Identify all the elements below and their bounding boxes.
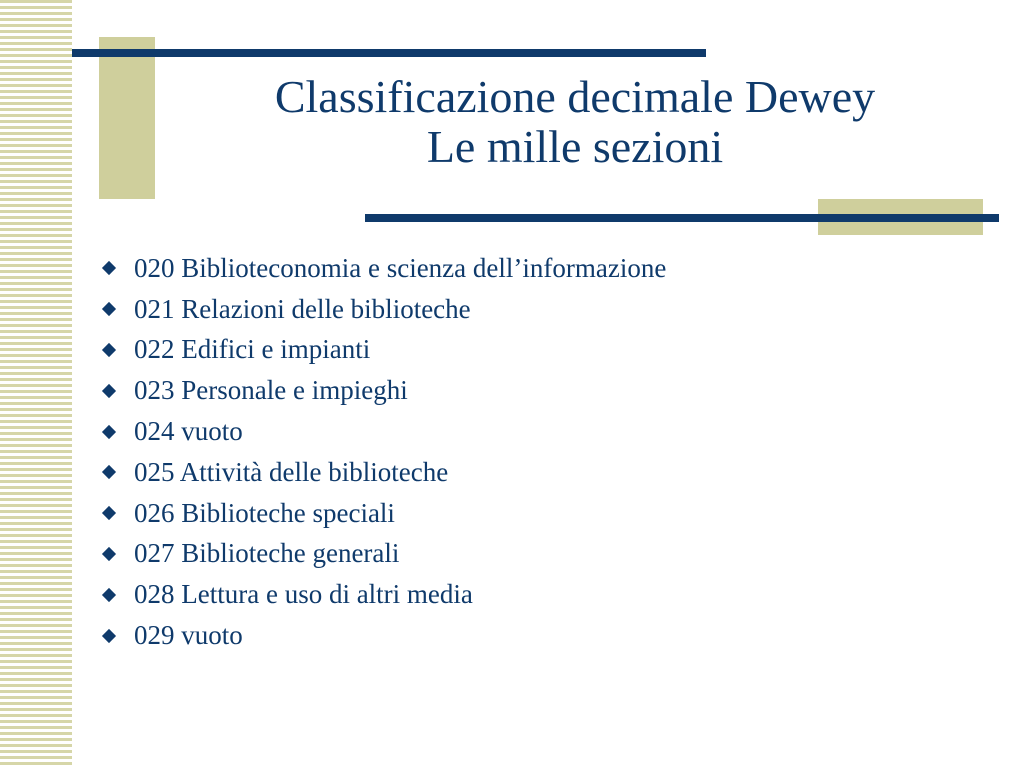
bullet-list: [100, 248, 666, 656]
list-item: [100, 615, 666, 656]
left-stripe-decoration: [0, 0, 72, 768]
list-item: [100, 370, 666, 411]
diamond-bullet-icon: [102, 384, 116, 398]
list-item-text: 022 Edifici e impianti: [134, 334, 371, 365]
diamond-bullet-icon: [102, 302, 116, 316]
top-accent-line: [72, 49, 706, 57]
diamond-bullet-icon: [102, 506, 116, 520]
list-item: [100, 289, 666, 330]
list-item-text: 027 Biblioteche generali: [134, 538, 400, 569]
slide-title-line-2: Le mille sezioni: [426, 121, 724, 172]
list-item: [100, 493, 666, 534]
list-item: [100, 330, 666, 371]
bottom-accent-line: [365, 214, 999, 222]
list-item-text: 028 Lettura e uso di altri media: [134, 579, 473, 610]
list-item-text: 021 Relazioni delle biblioteche: [134, 293, 471, 324]
list-item-text: 024 vuoto: [134, 416, 243, 447]
list-item-text: 029 vuoto: [134, 620, 243, 651]
diamond-bullet-icon: [102, 588, 116, 602]
list-item: [100, 574, 666, 615]
list-item: [100, 411, 666, 452]
diamond-bullet-icon: [102, 343, 116, 357]
list-item-text: 020 Biblioteconomia e scienza dell’informazione: [134, 252, 667, 283]
list-item: [100, 534, 666, 575]
list-item-text: 026 Biblioteche speciali: [134, 497, 395, 528]
list-item: [100, 248, 666, 289]
diamond-bullet-icon: [102, 465, 116, 479]
diamond-bullet-icon: [102, 628, 116, 642]
list-item-text: 023 Personale e impieghi: [134, 375, 408, 406]
diamond-bullet-icon: [102, 547, 116, 561]
slide-title: [155, 72, 995, 172]
list-item: [100, 452, 666, 493]
diamond-bullet-icon: [102, 425, 116, 439]
diamond-bullet-icon: [102, 261, 116, 275]
slide-title-line-1: Classificazione decimale Dewey: [274, 71, 876, 122]
top-accent-block: [99, 37, 155, 199]
list-item-text: 025 Attività delle biblioteche: [134, 456, 449, 487]
